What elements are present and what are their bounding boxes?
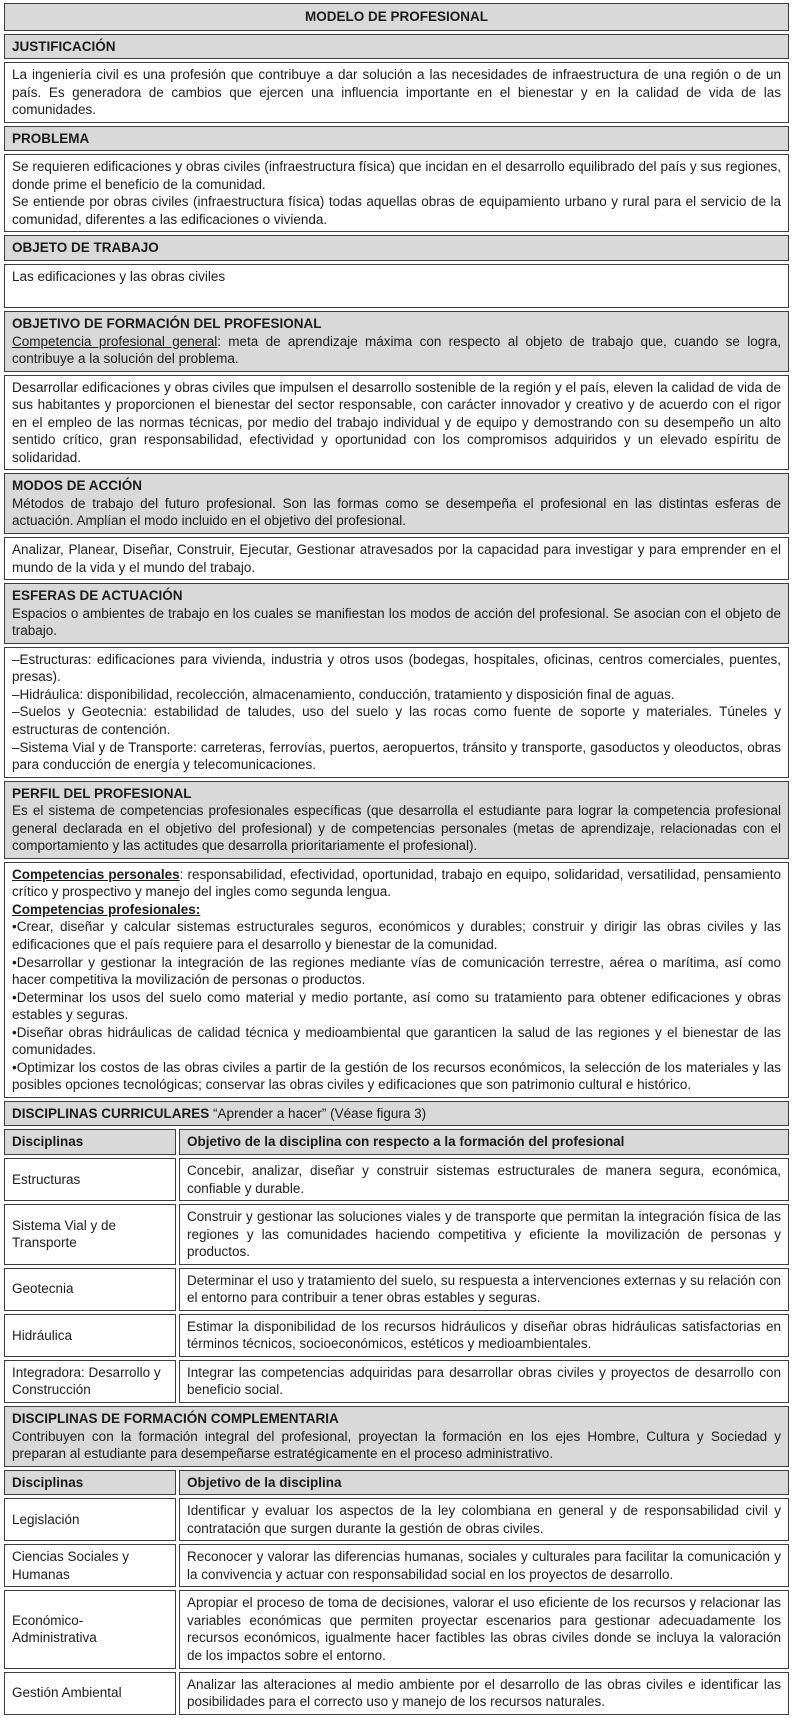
disciplina-name: Estructuras [4,1158,176,1201]
section-header-esferas [4,583,789,644]
table-row [4,1590,789,1668]
objetivo-header-title: OBJETIVO DE FORMACIÓN DEL PROFESIONAL [12,316,322,332]
objeto-text: Las edificaciones y las obras civiles [12,269,226,285]
perfil-bullet: •Crear, diseñar y calcular sistemas estructurales seguros, económicos y durables; construir y dirigir las obras civiles y las edificaciones que el país requiere para el desarrollo y bienestar de la comunidad. [12,919,781,952]
section-body-justificacion: La ingeniería civil es una profesión que contribuye a dar solución a las necesidades de infraestructura de una región o de un país. Es generadora de cambios que ejercen una influencia importante en el bienestar y en la calidad de vida de las comunidades. [4,62,789,123]
curriculares-header-bold: DISCIPLINAS CURRICULARES [12,1105,210,1121]
disciplina-name: Económico- Administrativa [4,1590,176,1668]
table-row [4,1268,789,1311]
section-header-objetivo [4,311,789,372]
table-row [4,1158,789,1201]
section-header-justificacion: JUSTIFICACIÓN [4,34,789,60]
table-row [4,1672,789,1715]
objetivo-header-subtext [12,333,781,368]
section-header-objeto: OBJETO DE TRABAJO [4,235,789,261]
objetivo-sub-label: Competencia profesional general [12,333,218,349]
disciplina-name: Hidráulica [4,1314,176,1357]
table-row [4,1314,789,1357]
perfil-bullet: •Optimizar los costos de las obras civiles a partir de la gestión de los recursos económicos, la selección de los materiales y las posibles opciones tecnológicas; conservar las obras civiles y edificaciones que son patrimonio cultural e histórico. [12,1059,781,1093]
disciplina-objetivo: Concebir, analizar, diseñar y construir sistemas estructurales de manera segura, económica, confiable y durable. [179,1158,789,1201]
disciplina-name: Gestión Ambiental [4,1672,176,1715]
complementaria-col-disciplinas: Disciplinas [4,1470,176,1496]
esferas-item: –Suelos y Geotecnia: estabilidad de taludes, uso del suelo y las rocas como fuente de soporte y materiales. Túneles y estructuras de contención. [12,704,781,737]
disciplina-objetivo: Integrar las competencias adquiridas para desarrollar obras civiles y proyectos de desarrollo con beneficio social. [179,1360,789,1403]
perfil-personales-rest: : responsabilidad, efectividad, oportunidad, trabajo en equipo, solidaridad, versatilidad, pensamiento crítico y prospectivo y manejo del ingles como segunda lengua. [12,866,781,900]
section-header-perfil [4,781,789,859]
complementaria-header-subtext: Contribuyen con la formación integral del profesional, proyectan la formación en los ejes Hombre, Cultura y Sociedad y preparan al estudiante para desempeñarse estratégicamente en el proceso administrativo. [12,1428,781,1462]
complementaria-col-objetivo: Objetivo de la disciplina [179,1470,789,1496]
section-body-esferas [4,647,789,778]
table-row [4,1544,789,1587]
disciplina-name: Legislación [4,1498,176,1541]
perfil-header-subtext: Es el sistema de competencias profesionales específicas (que desarrolla el estudiante para lograr la competencia profesional general declarada en el objetivo del profesional) y de competencias personales (metas de aprendizaje, relacionadas con el comportamiento y las actitudes que desarrolla prioritariamente el profesional). [12,803,781,854]
document-table [4,3,789,1715]
document-title: MODELO DE PROFESIONAL [4,3,789,31]
disciplina-name: Integradora: Desarrollo y Construcción [4,1360,176,1403]
perfil-personales-label: Competencias personales [12,866,180,882]
disciplina-objetivo: Analizar las alteraciones al medio ambiente por el desarrollo de las obras civiles e identificar las posibilidades para el correcto uso y manejo de los recursos naturales. [179,1672,789,1715]
esferas-item: –Estructuras: edificaciones para vivienda, industria y otros usos (bodegas, hospitales, oficinas, centros comerciales, puentes, presas). [12,651,781,685]
modos-header-title: MODOS DE ACCIÓN [12,478,143,494]
section-body-modos: Analizar, Planear, Diseñar, Construir, Ejecutar, Gestionar atravesados por la capacidad para investigar y para emprender en el mundo de la vida y el mundo del trabajo. [4,537,789,580]
section-body-objeto [4,264,789,308]
perfil-bullet: •Diseñar obras hidráulicas de calidad técnica y medioambiental que garanticen la salud de las regiones y el bienestar de las comunidades. [12,1024,781,1058]
disciplina-objetivo: Reconocer y valorar las diferencias humanas, sociales y culturales para facilitar la comunicación y la convivencia y actuar con responsabilidad social en los proyectos de desarrollo. [179,1544,789,1587]
problema-paragraph-1: Se requieren edificaciones y obras civiles (infraestructura física) que incidan en el desarrollo equilibrado del país y sus regiones, donde prime el beneficio de la comunidad. [12,159,781,192]
disciplina-name: Sistema Vial y de Transporte [4,1204,176,1265]
disciplina-name: Ciencias Sociales y Humanas [4,1544,176,1587]
esferas-item: –Sistema Vial y de Transporte: carreteras, ferrovías, puertos, aeropuertos, tránsito y transporte, gasoductos y oleoductos, obras para conducción de energía y telecomunicaciones. [12,739,781,773]
objetivo-sub-rest: : meta de aprendizaje máxima con respecto al objeto de trabajo que, cuando se logra, contribuye a la solución del problema. [12,333,781,367]
perfil-header-title: PERFIL DEL PROFESIONAL [12,785,192,801]
esferas-header-title: ESFERAS DE ACTUACIÓN [12,588,183,604]
disciplina-objetivo: Estimar la disponibilidad de los recursos hidráulicos y diseñar obras hidráulicas satisfactorias en términos técnicos, socioeconómicos, estéticos y medioambientales. [179,1314,789,1357]
disciplina-name: Geotecnia [4,1268,176,1311]
perfil-personales [12,866,781,901]
perfil-bullet: •Desarrollar y gestionar la integración de las regiones mediante vías de comunicación terrestre, aérea o marítima, así como hacer competitiva la movilización de personas o productos. [12,954,781,988]
perfil-bullet: •Determinar los usos del suelo como material y medio portante, así como su tratamiento para obtener edificaciones y obras estables y seguras. [12,989,781,1023]
perfil-profesionales-label: Competencias profesionales: [12,901,201,917]
section-header-modos [4,473,789,534]
disciplina-objetivo: Apropiar el proceso de toma de decisiones, valorar el uso eficiente de los recursos y relacionar las variables económicas que permiten proyectar escenarios para gestionar adecuadamente los recursos económicos, igualmente hacer factibles las obras civiles donde se incluya la valoración de los impactos sobre el entorno. [179,1590,789,1668]
table-row [4,1498,789,1541]
section-header-problema: PROBLEMA [4,126,789,152]
section-header-curriculares [4,1101,789,1127]
esferas-item: –Hidráulica: disponibilidad, recolección, almacenamiento, conducción, tratamiento y disposición final de aguas. [12,686,675,702]
curriculares-col-objetivo: Objetivo de la disciplina con respecto a la formación del profesional [179,1129,789,1155]
table-row [4,1204,789,1265]
section-body-problema [4,154,789,232]
modos-header-subtext: Métodos de trabajo del futuro profesional. Son las formas como se desempeña el profesional en las distintas esferas de actuación. Amplían el modo incluido en el objetivo del profesional. [12,495,781,529]
disciplina-objetivo: Determinar el uso y tratamiento del suelo, su respuesta a intervenciones externas y su relación con el entorno para contribuir a tener obras estables y seguras. [179,1268,789,1311]
curriculares-table-header-row [4,1129,789,1155]
disciplina-objetivo: Identificar y evaluar los aspectos de la ley colombiana en general y de responsabilidad civil y contratación que surgen durante la gestión de obras civiles. [179,1498,789,1541]
curriculares-header-rest: “Aprender a hacer” (Véase figura 3) [209,1105,427,1121]
table-row [4,1360,789,1403]
disciplina-objetivo: Construir y gestionar las soluciones viales y de transporte que permitan la integración física de las regiones y las comunidades haciendo competitiva y eficiente la movilización de personas y productos. [179,1204,789,1265]
section-header-complementaria [4,1406,789,1467]
complementaria-header-title: DISCIPLINAS DE FORMACIÓN COMPLEMENTARIA [12,1411,339,1426]
complementaria-table-header-row [4,1470,789,1496]
problema-paragraph-2: Se entiende por obras civiles (infraestructura física) todas aquellas obras de equipamiento urbano y rural para el servicio de la comunidad, diferentes a las edificaciones o vivienda. [12,194,781,227]
curriculares-col-disciplinas: Disciplinas [4,1129,176,1155]
section-body-objetivo: Desarrollar edificaciones y obras civiles que impulsen el desarrollo sostenible de la región y el país, eleven la calidad de vida de sus habitantes y proporcionen el bienestar del sector responsable, con carácter innovador y creativo y de acuerdo con el rigor en el empleo de las normas técnicas, por medio del trabajo individual y de equipo y demostrando con su desempeño un alto sentido crítico, gran responsabilidad, efectividad y oportunidad con los compromisos adquiridos y un elevado espíritu de solidaridad. [4,375,789,471]
esferas-header-subtext: Espacios o ambientes de trabajo en los cuales se manifiestan los modos de acción del profesional. Se asocian con el objeto de trabajo. [12,605,781,639]
section-body-perfil [4,862,789,1098]
